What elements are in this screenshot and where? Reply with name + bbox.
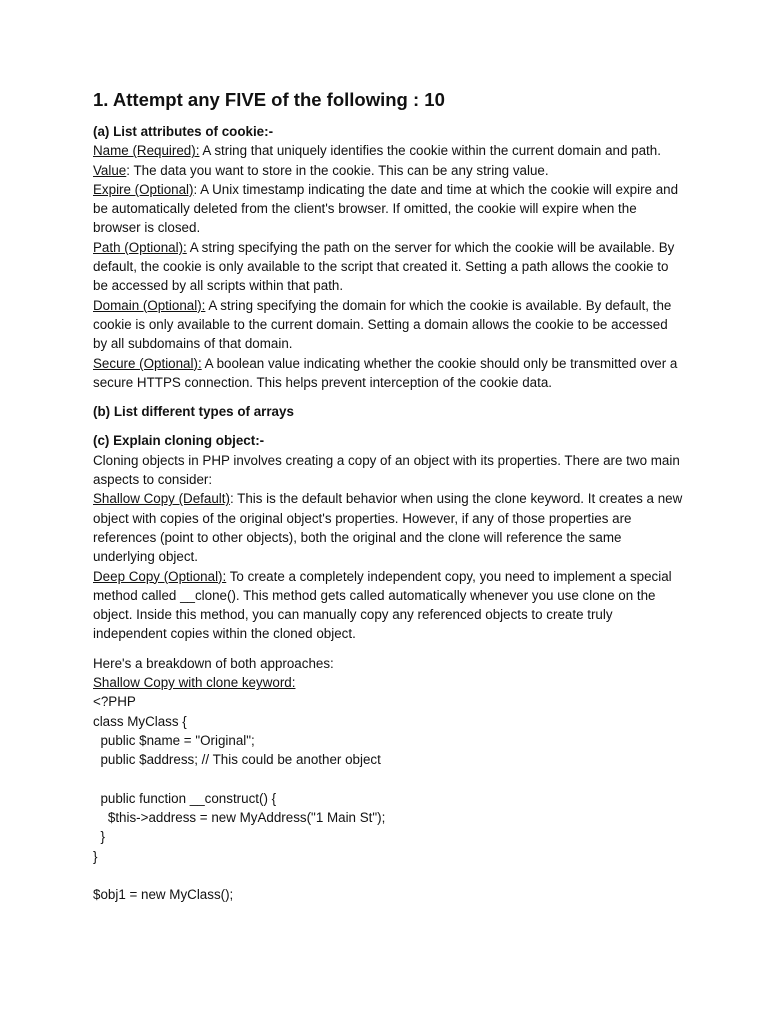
- cloning-intro: Cloning objects in PHP involves creating a copy of an object with its properties. There are two main aspects to consider:: [93, 452, 680, 488]
- attr-text: A string that uniquely identifies the cookie within the current domain and path.: [199, 143, 661, 159]
- code-line: public $name = "Original";: [93, 732, 255, 748]
- section-a-heading: (a) List attributes of cookie:-: [93, 124, 274, 139]
- cookie-attr-secure: [93, 354, 683, 393]
- code-line: class MyClass {: [93, 713, 187, 729]
- spacer: [93, 392, 683, 402]
- code-line: <?PHP: [93, 694, 136, 710]
- attr-term: Value: [93, 162, 127, 178]
- cookie-attr-value: [93, 161, 683, 180]
- cookie-attr-path: [93, 238, 683, 296]
- code-line: }: [93, 829, 105, 845]
- breakdown-text: Here's a breakdown of both approaches:: [93, 655, 334, 671]
- attr-term: Expire (Optional): [93, 181, 194, 197]
- section-c-heading: (c) Explain cloning object:-: [93, 433, 265, 449]
- copy-term: Shallow Copy (Default): [93, 491, 230, 507]
- cookie-attr-expire: [93, 180, 683, 238]
- shallow-copy-heading: Shallow Copy with clone keyword:: [93, 675, 296, 691]
- attr-text: : A Unix timestamp indicating the date and time at which the cookie will expire and be automatically deleted from the client's browser. If omitted, the cookie will expire when the browser is closed.: [93, 181, 679, 236]
- code-line: $this->address = new MyAddress("1 Main St");: [93, 810, 386, 826]
- copy-term: Deep Copy (Optional):: [93, 568, 227, 584]
- shallow-copy-desc: [93, 489, 683, 566]
- cookie-attr-domain: [93, 296, 683, 354]
- attr-term: Name (Required):: [93, 143, 200, 159]
- section-b-heading: (b) List different types of arrays: [93, 404, 294, 420]
- spacer: [93, 421, 683, 431]
- copy-text: To create a completely independent copy, you need to implement a special method called __clone(). This method gets called automatically whenever you use clone on the object. Inside this method, you can manually copy any referenced objects to create truly independent copies within the cloned object.: [93, 568, 672, 642]
- code-line: public function __construct() {: [93, 790, 277, 806]
- code-line: $obj1 = new MyClass();: [93, 887, 234, 903]
- attr-term: Domain (Optional):: [93, 297, 206, 313]
- code-block: [93, 692, 683, 904]
- attr-text: A string specifying the domain for which the cookie is available. By default, the cookie is only available to the current domain. Setting a domain allows the cookie to be accessed by all subdomains of that domain.: [93, 297, 672, 352]
- attr-term: Secure (Optional):: [93, 355, 202, 371]
- document-page: [93, 88, 683, 905]
- deep-copy-desc: [93, 567, 683, 644]
- cookie-attr-name: [93, 141, 683, 160]
- code-line: [93, 866, 683, 885]
- code-line: public $address; // This could be another object: [93, 752, 381, 768]
- code-line: }: [93, 848, 98, 864]
- copy-text: : This is the default behavior when using the clone keyword. It creates a new object with copies of the original object's properties. However, if any of those properties are references (point to other objects), both the original and the clone will reference the same underlying object.: [93, 491, 683, 565]
- attr-text: : The data you want to store in the cookie. This can be any string value.: [126, 162, 549, 178]
- question-title: 1. Attempt any FIVE of the following : 10: [93, 89, 445, 110]
- attr-text: A string specifying the path on the server for which the cookie will be available. By default, the cookie is only available to the script that created it. Setting a path allows the cookie to be accessed by all scripts within that path.: [93, 239, 675, 294]
- code-line: [93, 770, 683, 789]
- spacer: [93, 644, 683, 654]
- attr-term: Path (Optional):: [93, 239, 187, 255]
- attr-text: A boolean value indicating whether the cookie should only be transmitted over a secure HTTPS connection. This helps prevent interception of the cookie data.: [93, 355, 678, 390]
